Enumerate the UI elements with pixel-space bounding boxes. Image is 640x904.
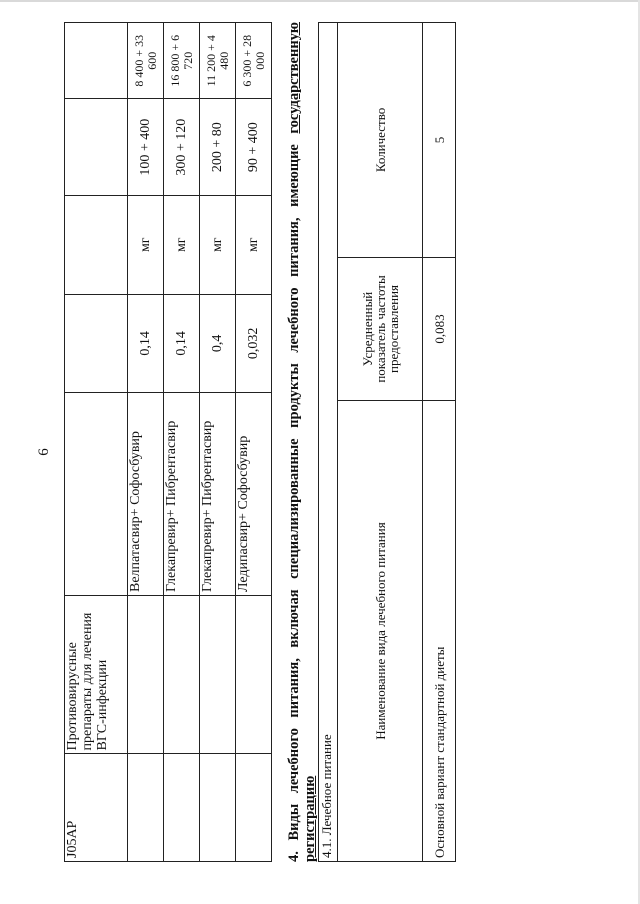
course-dose-cell: 11 200 + 4 480 [200,23,236,100]
course-dose-cell: 16 800 + 6 720 [164,23,200,100]
frequency-cell: 0,4 [200,294,236,393]
column-header-quantity: Количество [338,23,423,258]
empty-cell [128,596,164,754]
frequency-cell: 0,14 [128,294,164,393]
frequency-cell: 0,032 [236,294,272,393]
drug-table [64,22,272,862]
table-row [200,23,236,862]
drug-name-cell: Глекапревир+ Пибрентасвир [164,393,200,596]
table-row [236,23,272,862]
diet-quantity-cell: 5 [423,23,456,258]
table-row [319,23,338,862]
section-title-text: Виды лечебного питания, включая специализированные продукты лечебного питания, имеющие [286,133,302,841]
unit-cell: мг [164,195,200,294]
drug-name-cell: Велпатасвир+ Софосбувир [128,393,164,596]
drug-group-cell: Противовирусные препараты для лечения ВГС-инфекции [65,596,128,754]
empty-cell [236,754,272,862]
frequency-cell: 0,14 [164,294,200,393]
atc-code-cell: J05AP [65,754,128,862]
table-row [423,23,456,862]
diet-table [318,22,456,862]
empty-cell [65,195,128,294]
daily-dose-cell: 100 + 400 [128,99,164,195]
daily-dose-cell: 200 + 80 [200,99,236,195]
table-row [128,23,164,862]
table-row [164,23,200,862]
empty-cell [65,23,128,100]
empty-cell [164,596,200,754]
empty-cell [164,754,200,862]
unit-cell: мг [200,195,236,294]
empty-cell [200,754,236,862]
empty-cell [200,596,236,754]
unit-cell: мг [128,195,164,294]
section-number: 4. [286,851,302,862]
column-header-name: Наименование вида лечебного питания [338,401,423,862]
drug-name-cell: Ледипасвир+ Софосбувир [236,393,272,596]
diet-frequency-cell: 0,083 [423,257,456,400]
column-header-frequency: Усредненный показатель частоты предоставления [338,257,423,400]
diet-name-cell: Основной вариант стандартной диеты [423,401,456,862]
page-number: 6 [36,448,52,456]
daily-dose-cell: 300 + 120 [164,99,200,195]
section-title-underlined: государственную регистрацию [286,21,318,862]
table-row [65,23,128,862]
daily-dose-cell: 90 + 400 [236,99,272,195]
section-heading [286,22,318,862]
table-row [338,23,423,862]
unit-cell: мг [236,195,272,294]
empty-cell [65,99,128,195]
empty-cell [65,294,128,393]
course-dose-cell: 8 400 + 33 600 [128,23,164,100]
empty-cell [128,754,164,862]
course-dose-cell: 6 300 + 28 000 [236,23,272,100]
empty-cell [236,596,272,754]
empty-cell [65,393,128,596]
drug-name-cell: Глекапревир+ Пибрентасвир [200,393,236,596]
diet-subheading: 4.1. Лечебное питание [319,23,338,862]
